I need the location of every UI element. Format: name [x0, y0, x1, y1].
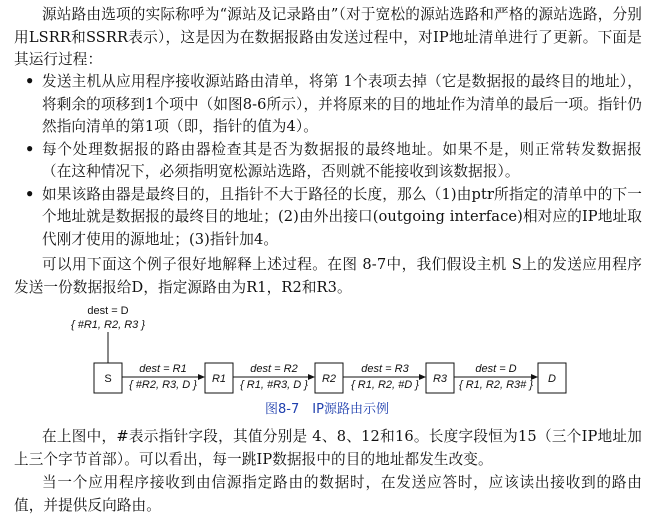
hop-dest-label: dest = R2 — [250, 363, 298, 375]
intro-paragraph: 源站路由选项的实际称呼为“源站及记录路由”（对于宽松的源站选路和严格的源站选路，分别用LSRR和SSRR表示），这是因为在数据报路由发送过程中，对IP地址清单进行了更新。下面是其运行过程： — [14, 6, 642, 68]
top-dest-label: dest = D — [87, 305, 129, 317]
node-label-r3: R3 — [432, 373, 448, 385]
list-item: • 如果该路由器是最终目的，且指针不大于路径的长度，那么（1)由ptr所指定的清单中的下一个地址就是数据报的最终目的地址；(2)由外出接口(outgoing interface)相对应的IP地址取代刚才使用的源地址；(3)指针加4。 — [25, 185, 642, 248]
top-route-list-label: { #R1, R2, R3 } — [71, 319, 145, 331]
node-label-d: D — [548, 373, 556, 385]
node-label-r1: R1 — [211, 373, 227, 385]
closing-paragraph: 当一个应用程序接收到由信源指定路由的数据时，在发送应答时，应该读出接收到的路由值，并提供反向路由。 — [14, 474, 642, 514]
after-figure-paragraph: 在上图中，#表示指针字段，其值分别是 4、8、12和16。长度字段恒为15（三个IP地址加上三个字节首部）。可以看出，每一跳IP数据报中的目的地址都发生改变。 — [14, 428, 642, 468]
arrow-head-icon — [419, 374, 426, 380]
figure-caption: 图8-7 IP源路由示例 — [265, 402, 389, 417]
node-label-s: S — [104, 373, 112, 385]
hop-dest-label: dest = R1 — [139, 363, 187, 375]
list-item: • 发送主机从应用程序接收源站路由清单，将第 1个表项去掉（它是数据报的最终目的地址），将剩余的项移到1个项中（如图8-6所示），并将原来的目的地址作为清单的最后一项。指针仍然指向清单的第1项（即，指针的值为4）。 — [25, 73, 642, 135]
source-route-diagram — [0, 300, 654, 400]
example-paragraph: 可以用下面这个例子很好地解释上述过程。在图 8-7中，我们假设主机 S上的发送应用程序发送一份数据报给D，指定源路由为R1，R2和R3。 — [14, 256, 642, 296]
hop-route-list-label: { #R2, R3, D } — [129, 379, 197, 391]
node-label-r2: R2 — [321, 373, 337, 385]
list-item: • 每个处理数据报的路由器检查其是否为数据报的最终地址。如果不是，则正常转发数据报（在这种情况下，必须指明宽松源站选路，否则就不能接收到该数据报）。 — [25, 140, 642, 180]
arrow-head-icon — [198, 374, 205, 380]
hop-dest-label: dest = R3 — [361, 363, 409, 375]
hop-route-list-label: { R1, #R3, D } — [240, 379, 308, 391]
hop-route-list-label: { R1, R2, R3# } — [459, 379, 533, 391]
arrow-head-icon — [308, 374, 315, 380]
process-steps-list — [14, 71, 642, 251]
bullet-icon: • — [25, 140, 35, 158]
hop-route-list-label: { R1, R2, #D } — [351, 379, 419, 391]
bullet-icon: • — [25, 185, 35, 203]
bullet-icon: • — [25, 73, 35, 90]
hop-dest-label: dest = D — [475, 363, 517, 375]
